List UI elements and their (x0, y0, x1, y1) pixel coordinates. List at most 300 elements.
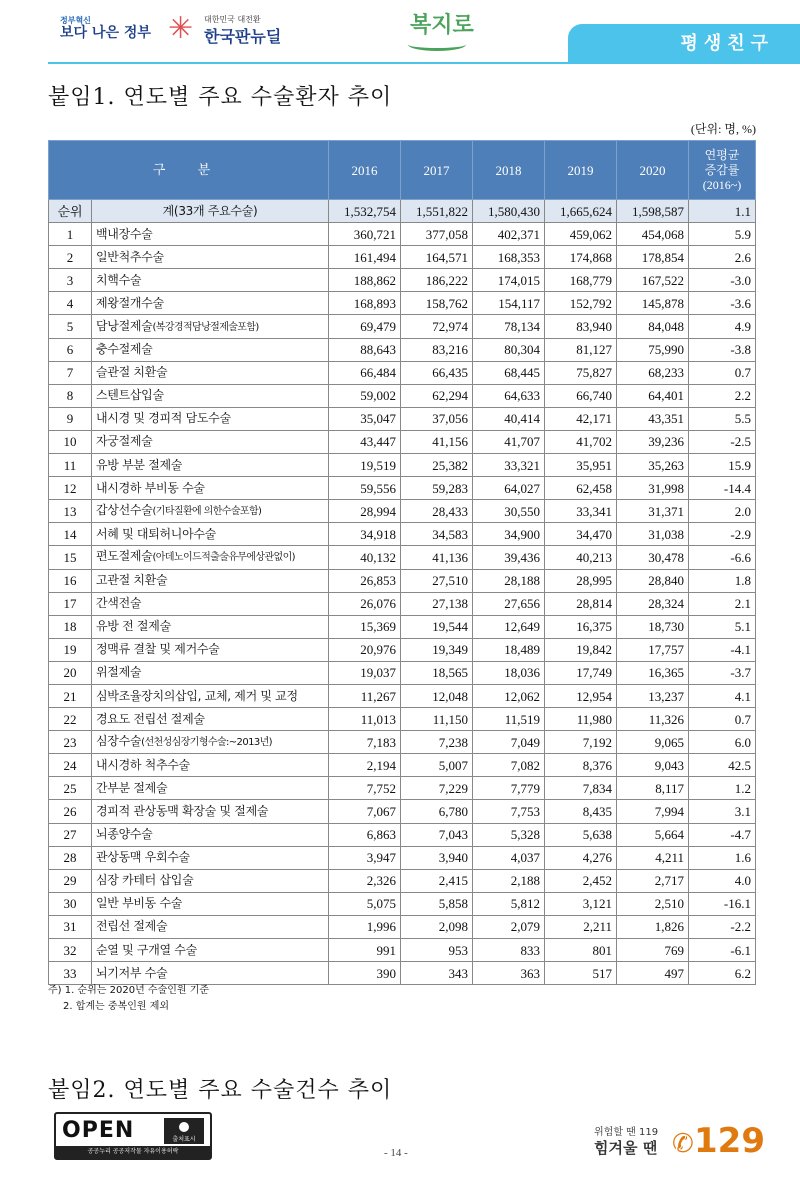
row-surgery-name (92, 661, 329, 684)
row-value-2018: 12,062 (473, 684, 545, 707)
row-value-2018: 2,188 (473, 869, 545, 892)
surgery-name-note: (복강경적담낭절제술포함) (152, 321, 259, 333)
row-rank: 21 (49, 684, 92, 707)
row-value-2018: 64,027 (473, 477, 545, 500)
row-value-2017: 12,048 (401, 684, 473, 707)
row-value-2018: 174,015 (473, 269, 545, 292)
header-year-2016: 2016 (329, 141, 401, 200)
row-growth: -2.2 (689, 915, 756, 938)
row-value-2016: 11,267 (329, 684, 401, 707)
row-growth: -3.0 (689, 269, 756, 292)
row-value-2017: 19,544 (401, 615, 473, 638)
row-value-2019: 7,192 (545, 731, 617, 754)
surgery-name-text: 경피적 관상동맥 확장술 및 절제술 (96, 803, 269, 818)
surgery-name-text: 고관절 치환술 (96, 573, 168, 588)
surgery-name-text: 위절제술 (96, 665, 142, 680)
row-value-2017: 164,571 (401, 246, 473, 269)
page-number: - 14 - (384, 1147, 408, 1159)
row-surgery-name (92, 338, 329, 361)
row-value-2016: 19,519 (329, 454, 401, 477)
row-value-2019: 41,702 (545, 430, 617, 453)
row-value-2020: 17,757 (617, 638, 689, 661)
gov-logo-main-text: 보다 나은 정부 (60, 25, 151, 41)
row-value-2016: 26,853 (329, 569, 401, 592)
row-value-2018: 168,353 (473, 246, 545, 269)
table-row (49, 500, 756, 523)
row-value-2018: 18,036 (473, 661, 545, 684)
row-value-2018: 7,753 (473, 800, 545, 823)
table-row (49, 477, 756, 500)
row-value-2020: 39,236 (617, 430, 689, 453)
row-value-2020: 1,826 (617, 915, 689, 938)
surgery-name-text: 일반 부비동 수술 (96, 896, 183, 911)
row-value-2018: 11,519 (473, 708, 545, 731)
row-growth: 1.8 (689, 569, 756, 592)
row-value-2018: 78,134 (473, 315, 545, 338)
row-value-2020: 64,401 (617, 384, 689, 407)
row-value-2017: 2,415 (401, 869, 473, 892)
row-value-2019: 152,792 (545, 292, 617, 315)
surgery-name-text: 서혜 및 대퇴허니아수술 (96, 526, 216, 541)
row-surgery-name (92, 454, 329, 477)
header-year-2019: 2019 (545, 141, 617, 200)
row-value-2018: 12,649 (473, 615, 545, 638)
row-value-2020: 28,840 (617, 569, 689, 592)
row-surgery-name (92, 777, 329, 800)
surgery-name-text: 간색전술 (96, 596, 142, 611)
row-surgery-name (92, 523, 329, 546)
header-year-2017: 2017 (401, 141, 473, 200)
row-value-2020: 68,233 (617, 361, 689, 384)
row-value-2019: 17,749 (545, 661, 617, 684)
table-row (49, 269, 756, 292)
header-category: 구 분 (49, 141, 329, 200)
row-growth: 6.2 (689, 962, 756, 985)
table-row (49, 754, 756, 777)
row-growth: -2.9 (689, 523, 756, 546)
row-value-2019: 8,435 (545, 800, 617, 823)
row-value-2018: 18,489 (473, 638, 545, 661)
row-rank: 29 (49, 869, 92, 892)
row-value-2018: 30,550 (473, 500, 545, 523)
row-value-2020: 2,510 (617, 892, 689, 915)
row-value-2019: 4,276 (545, 846, 617, 869)
row-value-2020: 2,717 (617, 869, 689, 892)
row-value-2018: 80,304 (473, 338, 545, 361)
hotline-line2: 힘겨울 땐 (594, 1139, 658, 1157)
row-growth: 6.0 (689, 731, 756, 754)
row-value-2016: 2,194 (329, 754, 401, 777)
row-rank: 11 (49, 454, 92, 477)
total-row (49, 200, 756, 223)
row-value-2018: 2,079 (473, 915, 545, 938)
surgery-name-text: 내시경하 부비동 수술 (96, 480, 205, 495)
row-growth: -4.7 (689, 823, 756, 846)
row-surgery-name (92, 684, 329, 707)
row-surgery-name (92, 246, 329, 269)
hotline-number: 129 (694, 1121, 765, 1161)
row-value-2016: 3,947 (329, 846, 401, 869)
row-value-2017: 11,150 (401, 708, 473, 731)
row-surgery-name (92, 292, 329, 315)
row-value-2018: 39,436 (473, 546, 545, 569)
row-value-2017: 5,007 (401, 754, 473, 777)
row-value-2020: 178,854 (617, 246, 689, 269)
row-value-2018: 64,633 (473, 384, 545, 407)
row-surgery-name (92, 708, 329, 731)
row-value-2020: 75,990 (617, 338, 689, 361)
surgery-name-text: 내시경 및 경피적 담도수술 (96, 411, 231, 426)
row-value-2017: 27,510 (401, 569, 473, 592)
row-growth: 2.1 (689, 592, 756, 615)
header-year-2020: 2020 (617, 141, 689, 200)
row-rank: 5 (49, 315, 92, 338)
row-value-2017: 37,056 (401, 407, 473, 430)
header-divider (48, 62, 800, 64)
surgery-name-text: 내시경하 척추수술 (96, 757, 190, 772)
row-value-2018: 33,321 (473, 454, 545, 477)
row-value-2019: 2,452 (545, 869, 617, 892)
surgery-name-text: 유방 부분 절제술 (96, 457, 183, 472)
row-surgery-name (92, 407, 329, 430)
row-value-2017: 343 (401, 962, 473, 985)
row-value-2020: 30,478 (617, 546, 689, 569)
section-title-2: 붙임2. 연도별 주요 수술건수 추이 (48, 1078, 393, 1103)
row-rank: 8 (49, 384, 92, 407)
row-value-2016: 88,643 (329, 338, 401, 361)
row-surgery-name (92, 500, 329, 523)
table-row (49, 869, 756, 892)
row-rank: 10 (49, 430, 92, 453)
row-growth: 4.9 (689, 315, 756, 338)
row-value-2018: 363 (473, 962, 545, 985)
row-value-2017: 25,382 (401, 454, 473, 477)
row-value-2020: 5,664 (617, 823, 689, 846)
gov-innovation-logo (60, 14, 151, 40)
bokjiro-text: 복지로 (410, 12, 474, 38)
row-value-2016: 28,994 (329, 500, 401, 523)
row-surgery-name (92, 638, 329, 661)
row-growth: -2.5 (689, 430, 756, 453)
row-value-2020: 16,365 (617, 661, 689, 684)
newdeal-small-text: 대한민국 대전환 (204, 15, 261, 24)
row-surgery-name (92, 846, 329, 869)
total-name: 계(33개 주요수술) (92, 200, 329, 223)
surgery-patients-table (48, 140, 756, 985)
row-rank: 18 (49, 615, 92, 638)
row-rank: 26 (49, 800, 92, 823)
row-value-2018: 40,414 (473, 407, 545, 430)
row-value-2016: 5,075 (329, 892, 401, 915)
row-value-2019: 16,375 (545, 615, 617, 638)
growth-header-line: 연평균 (704, 147, 740, 162)
row-rank: 20 (49, 661, 92, 684)
total-2017: 1,551,822 (401, 200, 473, 223)
row-value-2017: 7,238 (401, 731, 473, 754)
row-rank: 27 (49, 823, 92, 846)
row-surgery-name (92, 962, 329, 985)
total-2016: 1,532,754 (329, 200, 401, 223)
row-growth: 5.9 (689, 223, 756, 246)
row-value-2017: 18,565 (401, 661, 473, 684)
row-value-2018: 5,812 (473, 892, 545, 915)
surgery-name-text: 슬관절 치환술 (96, 365, 168, 380)
surgery-name-text: 담낭절제술 (96, 318, 153, 333)
table-row (49, 708, 756, 731)
surgery-name-note: (아데노이드적출술유무에상관없이) (152, 552, 295, 564)
row-value-2016: 43,447 (329, 430, 401, 453)
row-value-2019: 174,868 (545, 246, 617, 269)
row-growth: -3.6 (689, 292, 756, 315)
row-value-2017: 6,780 (401, 800, 473, 823)
table-row (49, 615, 756, 638)
row-value-2018: 7,049 (473, 731, 545, 754)
row-value-2020: 11,326 (617, 708, 689, 731)
total-2020: 1,598,587 (617, 200, 689, 223)
total-growth: 1.1 (689, 200, 756, 223)
row-value-2020: 8,117 (617, 777, 689, 800)
table-row (49, 939, 756, 962)
row-surgery-name (92, 546, 329, 569)
row-surgery-name (92, 915, 329, 938)
row-rank: 25 (49, 777, 92, 800)
bokjiro-logo (410, 8, 474, 39)
surgery-name-text: 갑상선수술 (96, 503, 153, 518)
row-surgery-name (92, 731, 329, 754)
row-surgery-name (92, 823, 329, 846)
row-growth: 0.7 (689, 361, 756, 384)
row-value-2017: 7,229 (401, 777, 473, 800)
table-header-row (49, 141, 756, 200)
row-value-2018: 7,082 (473, 754, 545, 777)
table-row (49, 592, 756, 615)
row-value-2016: 34,918 (329, 523, 401, 546)
row-value-2016: 188,862 (329, 269, 401, 292)
table-row (49, 292, 756, 315)
row-rank: 12 (49, 477, 92, 500)
row-value-2019: 459,062 (545, 223, 617, 246)
row-value-2016: 20,976 (329, 638, 401, 661)
row-value-2018: 4,037 (473, 846, 545, 869)
table-body (49, 200, 756, 985)
table-row (49, 223, 756, 246)
row-value-2018: 68,445 (473, 361, 545, 384)
unit-label: (단위: 명, %) (690, 122, 756, 136)
row-value-2020: 145,878 (617, 292, 689, 315)
row-value-2020: 4,211 (617, 846, 689, 869)
total-2019: 1,665,624 (545, 200, 617, 223)
row-value-2019: 40,213 (545, 546, 617, 569)
footnotes (48, 983, 209, 1015)
row-value-2020: 43,351 (617, 407, 689, 430)
row-value-2019: 62,458 (545, 477, 617, 500)
row-growth: 3.1 (689, 800, 756, 823)
table-row (49, 823, 756, 846)
surgery-name-text: 백내장수술 (96, 226, 153, 241)
row-value-2019: 28,995 (545, 569, 617, 592)
table-row (49, 684, 756, 707)
surgery-name-text: 경요도 전립선 절제술 (96, 711, 205, 726)
row-rank: 6 (49, 338, 92, 361)
row-value-2017: 34,583 (401, 523, 473, 546)
row-value-2016: 360,721 (329, 223, 401, 246)
row-value-2016: 161,494 (329, 246, 401, 269)
table-row (49, 407, 756, 430)
row-value-2019: 12,954 (545, 684, 617, 707)
row-value-2017: 3,940 (401, 846, 473, 869)
row-value-2017: 62,294 (401, 384, 473, 407)
row-rank: 14 (49, 523, 92, 546)
row-value-2020: 31,371 (617, 500, 689, 523)
row-rank: 30 (49, 892, 92, 915)
row-value-2018: 5,328 (473, 823, 545, 846)
row-value-2016: 19,037 (329, 661, 401, 684)
footnote-1: 주) 1. 순위는 2020년 수술인원 기준 (48, 985, 210, 996)
row-value-2018: 27,656 (473, 592, 545, 615)
table-row (49, 546, 756, 569)
row-value-2019: 35,951 (545, 454, 617, 477)
surgery-name-text: 자궁절제술 (96, 434, 153, 449)
row-value-2017: 59,283 (401, 477, 473, 500)
table-row (49, 638, 756, 661)
row-growth: 5.1 (689, 615, 756, 638)
row-value-2017: 7,043 (401, 823, 473, 846)
surgery-name-text: 치핵수술 (96, 272, 142, 287)
table-row (49, 384, 756, 407)
row-growth: 4.0 (689, 869, 756, 892)
row-value-2016: 26,076 (329, 592, 401, 615)
row-growth: 0.7 (689, 708, 756, 731)
row-value-2019: 168,779 (545, 269, 617, 292)
row-value-2019: 19,842 (545, 638, 617, 661)
row-rank: 7 (49, 361, 92, 384)
row-growth: -16.1 (689, 892, 756, 915)
row-value-2020: 31,998 (617, 477, 689, 500)
kogl-open-license-badge (54, 1112, 212, 1160)
row-value-2016: 2,326 (329, 869, 401, 892)
newdeal-star-icon: ✳ (168, 11, 194, 46)
row-growth: -4.1 (689, 638, 756, 661)
row-value-2020: 497 (617, 962, 689, 985)
row-growth: 1.6 (689, 846, 756, 869)
row-surgery-name (92, 754, 329, 777)
section-title-1: 붙임1. 연도별 주요 수술환자 추이 (48, 85, 393, 110)
growth-header-line: (2016~) (702, 177, 742, 192)
row-rank: 19 (49, 638, 92, 661)
row-value-2020: 7,994 (617, 800, 689, 823)
surgery-name-note: (선천성심장기형수술:~2013년) (141, 737, 272, 749)
row-surgery-name (92, 892, 329, 915)
row-rank: 1 (49, 223, 92, 246)
row-value-2019: 28,814 (545, 592, 617, 615)
row-value-2019: 8,376 (545, 754, 617, 777)
license-caption: 공공누리 공공저작물 자유이용허락 (56, 1146, 210, 1158)
open-text: OPEN (62, 1118, 135, 1143)
row-value-2016: 66,484 (329, 361, 401, 384)
row-value-2017: 19,349 (401, 638, 473, 661)
row-rank: 4 (49, 292, 92, 315)
banner-text: 평생친구 (680, 33, 774, 54)
row-value-2019: 7,834 (545, 777, 617, 800)
header-year-2018: 2018 (473, 141, 545, 200)
row-value-2016: 59,556 (329, 477, 401, 500)
row-growth: 2.2 (689, 384, 756, 407)
row-surgery-name (92, 223, 329, 246)
row-rank: 23 (49, 731, 92, 754)
gov-logo-small-text: 정부혁신 (60, 16, 91, 25)
row-surgery-name (92, 384, 329, 407)
table-row (49, 338, 756, 361)
total-rank-label: 순위 (49, 200, 92, 223)
surgery-name-text: 충수절제술 (96, 342, 153, 357)
row-growth: 1.2 (689, 777, 756, 800)
row-value-2016: 7,183 (329, 731, 401, 754)
surgery-name-note: (기타질환에 의한수술포함) (152, 506, 262, 518)
growth-header-line: 증감률 (704, 162, 740, 177)
table-row (49, 430, 756, 453)
row-growth: 42.5 (689, 754, 756, 777)
row-value-2017: 72,974 (401, 315, 473, 338)
row-value-2019: 517 (545, 962, 617, 985)
surgery-name-text: 심박조율장치의삽입, 교체, 제거 및 교정 (96, 688, 298, 703)
table-row (49, 454, 756, 477)
row-value-2016: 69,479 (329, 315, 401, 338)
surgery-name-text: 뇌종양수술 (96, 827, 153, 842)
row-value-2016: 991 (329, 939, 401, 962)
row-growth: -3.7 (689, 661, 756, 684)
row-value-2017: 2,098 (401, 915, 473, 938)
row-value-2018: 34,900 (473, 523, 545, 546)
row-surgery-name (92, 800, 329, 823)
row-surgery-name (92, 361, 329, 384)
row-value-2019: 11,980 (545, 708, 617, 731)
row-growth: 5.5 (689, 407, 756, 430)
row-value-2019: 2,211 (545, 915, 617, 938)
row-value-2020: 167,522 (617, 269, 689, 292)
table-row (49, 523, 756, 546)
row-value-2020: 84,048 (617, 315, 689, 338)
table-row (49, 246, 756, 269)
surgery-name-text: 순열 및 구개열 수술 (96, 942, 197, 957)
row-value-2020: 35,263 (617, 454, 689, 477)
newdeal-main-text: 한국판뉴딜 (204, 27, 282, 46)
row-surgery-name (92, 615, 329, 638)
row-value-2016: 59,002 (329, 384, 401, 407)
row-rank: 15 (49, 546, 92, 569)
table-row (49, 569, 756, 592)
row-growth: 2.0 (689, 500, 756, 523)
footnote-2: 2. 합계는 중복인원 제외 (63, 1001, 170, 1012)
row-value-2019: 75,827 (545, 361, 617, 384)
row-rank: 17 (49, 592, 92, 615)
row-growth: -14.4 (689, 477, 756, 500)
row-value-2018: 833 (473, 939, 545, 962)
row-rank: 2 (49, 246, 92, 269)
table-row (49, 361, 756, 384)
row-value-2017: 27,138 (401, 592, 473, 615)
table-row (49, 892, 756, 915)
row-growth: -6.1 (689, 939, 756, 962)
row-value-2018: 7,779 (473, 777, 545, 800)
row-value-2017: 28,433 (401, 500, 473, 523)
row-surgery-name (92, 869, 329, 892)
row-value-2019: 66,740 (545, 384, 617, 407)
row-value-2019: 5,638 (545, 823, 617, 846)
row-value-2016: 390 (329, 962, 401, 985)
row-value-2019: 3,121 (545, 892, 617, 915)
row-rank: 16 (49, 569, 92, 592)
surgery-name-text: 편도절제술 (96, 549, 153, 564)
